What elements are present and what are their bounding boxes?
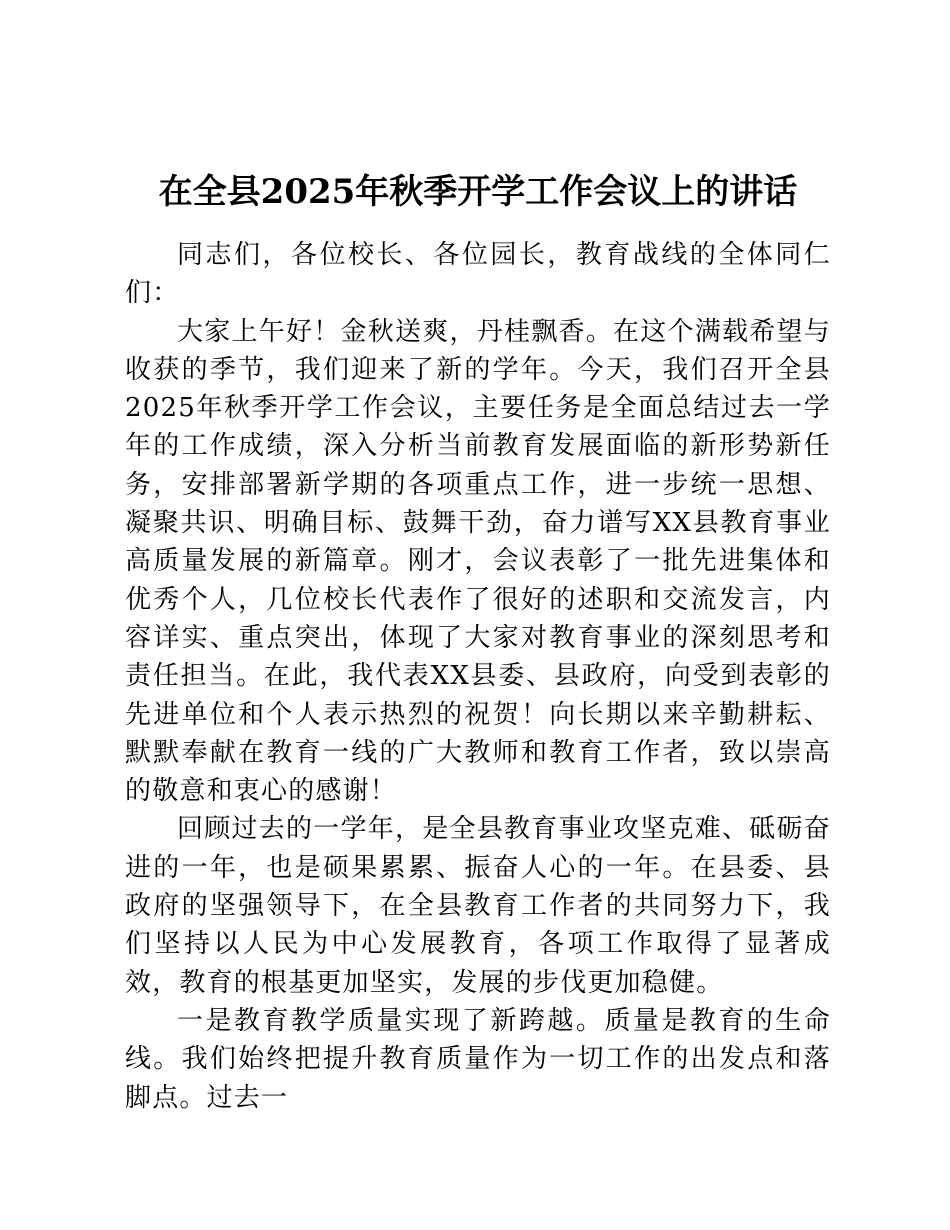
paragraph-review: 回顾过去的一学年，是全县教育事业攻坚克难、砥砺奋进的一年，也是硕果累累、振奋人心的一年。在县委、县政府的坚强领导下，在全县教育工作者的共同努力下，我们坚持以人民为中心发展教育，各项工作取得了显著成效，教育的根基更加坚实，发展的步伐更加稳健。: [125, 814, 831, 998]
document-title: 在全县2025年秋季开学工作会议上的讲话: [158, 172, 798, 212]
paragraph-salutation: 同志们，各位校长、各位园长，教育战线的全体同仁们：: [125, 240, 831, 309]
document-body: [125, 236, 831, 1117]
paragraph-quality: 一是教育教学质量实现了新跨越。质量是教育的生命线。我们始终把提升教育质量作为一切工作的出发点和落脚点。过去一: [125, 1005, 831, 1113]
paragraph-opening: 大家上午好！金秋送爽，丹桂飘香。在这个满载希望与收获的季节，我们迎来了新的学年。今天，我们召开全县2025年秋季开学工作会议，主要任务是全面总结过去一学年的工作成绩，深入分析当前教育发展面临的新形势新任务，安排部署新学期的各项重点工作，进一步统一思想、凝聚共识、明确目标、鼓舞干劲，奋力谱写XX县教育事业高质量发展的新篇章。刚才，会议表彰了一批先进集体和优秀个人，几位校长代表作了很好的述职和交流发言，内容详实、重点突出，体现了大家对教育事业的深刻思考和责任担当。在此，我代表XX县委、县政府，向受到表彰的先进单位和个人表示热烈的祝贺！向长期以来辛勤耕耘、默默奉献在教育一线的广大教师和教育工作者，致以崇高的敬意和衷心的感谢！: [125, 316, 831, 807]
